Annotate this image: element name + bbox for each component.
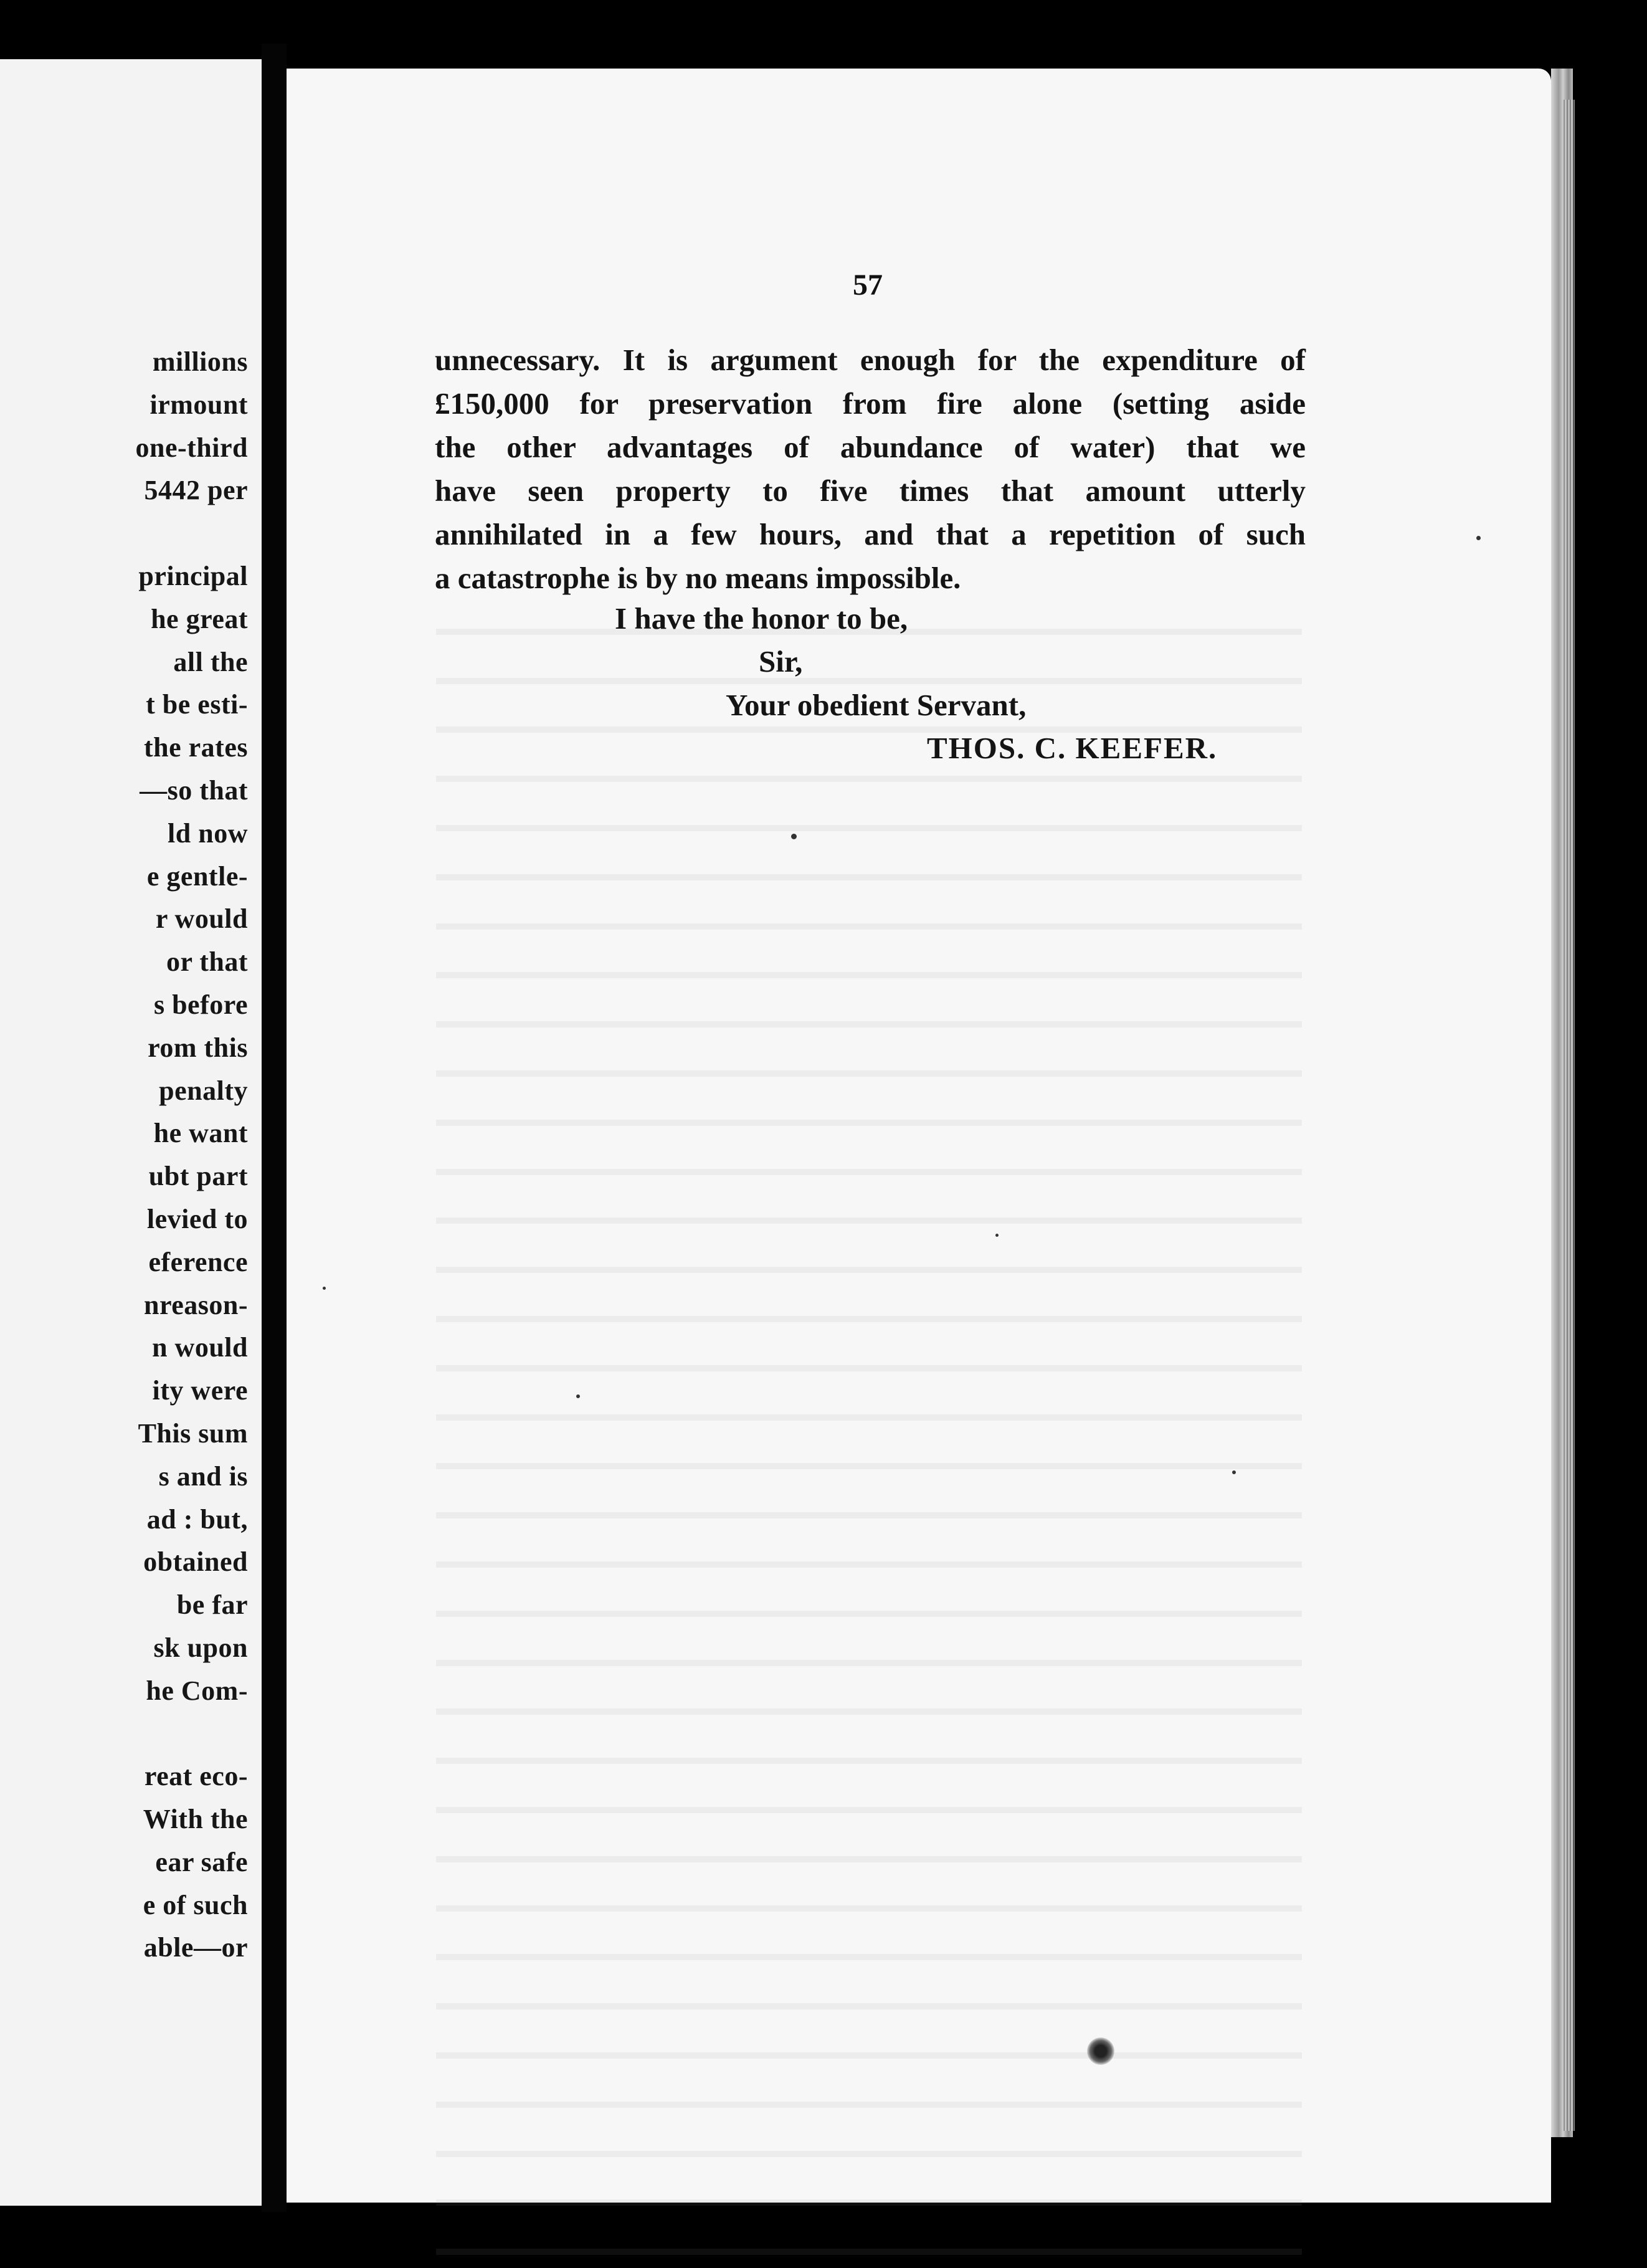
left-text-line: eference [148,1246,248,1277]
left-page-fragment [0,59,262,2206]
show-through-line [436,1371,1302,1421]
show-through-line [436,1126,1302,1175]
valediction: Your obedient Servant, [726,688,1027,722]
left-text-line: irmount [150,389,248,420]
show-through-line [436,635,1302,684]
left-text-line: millions [152,346,248,377]
show-through-line [436,2059,1302,2108]
show-through-text [436,586,1302,2255]
left-text-line: he want [153,1118,248,1149]
left-text-line: e gentle- [146,860,248,892]
dust-speck [323,1287,326,1290]
dust-speck [1232,1470,1236,1474]
show-through-line [436,1862,1302,1912]
left-page-text [0,341,248,1970]
show-through-line [436,880,1302,930]
left-text-line: s and is [158,1460,248,1492]
page-edge-leaves [1564,100,1575,2131]
paragraph-line: £150,000 for preservation from fire alone (setting aside [435,386,1306,421]
show-through-line [436,1666,1302,1715]
left-text-line: n would [152,1332,248,1363]
left-text-line: r would [155,903,248,935]
page-number: 57 [853,269,883,302]
left-text-line: he great [151,603,248,634]
left-text-line: e of such [143,1889,248,1920]
left-text-line: ubt part [148,1161,248,1192]
show-through-line [436,1077,1302,1126]
left-text-line: obtained [143,1546,248,1578]
dust-speck [995,1234,999,1237]
paragraph-line: unnecessary. It is argument enough for the expenditure of [435,343,1306,377]
left-text-line: —so that [140,774,248,806]
show-through-line [436,1273,1302,1322]
show-through-line [436,978,1302,1027]
left-text-line: be far [176,1589,248,1621]
show-through-line [436,1715,1302,1764]
show-through-line [436,1912,1302,1961]
left-text-line: penalty [159,1075,248,1106]
left-text-line: ad : but, [146,1503,248,1535]
show-through-line [436,1027,1302,1077]
show-through-line [436,1764,1302,1813]
left-text-line: 5442 per [144,475,248,506]
show-through-line [436,1568,1302,1617]
letter-body-paragraph [435,338,1306,600]
left-text-line: ear safe [155,1846,248,1877]
show-through-line [436,1322,1302,1371]
ink-blot [1087,2037,1114,2065]
left-text-line: ld now [168,817,248,849]
paragraph-line: annihilated in a few hours, and that a repetition of such [435,517,1306,551]
left-text-line: nreason- [144,1289,248,1320]
show-through-line [436,1175,1302,1224]
paragraph-line: the other advantages of abundance of water) that we [435,430,1306,464]
left-text-line [0,1713,248,1756]
show-through-line [436,782,1302,831]
left-text-line: This sum [138,1418,248,1449]
left-text-line: he Com- [146,1675,248,1706]
show-through-line [436,2108,1302,2157]
show-through-line [436,930,1302,979]
show-through-line [436,1224,1302,1273]
left-text-line: or that [166,946,248,978]
left-text-line: one-third [135,432,248,463]
show-through-line [436,1813,1302,1862]
show-through-line [436,1421,1302,1470]
left-text-line: sk upon [153,1632,248,1663]
salutation: Sir, [759,644,803,679]
dust-speck [791,834,797,839]
left-text-line: s before [153,989,248,1020]
show-through-line [436,1518,1302,1568]
paragraph-line: a catastrophe is by no means impossible. [435,561,961,595]
left-text-line [0,512,248,555]
show-through-line [436,2157,1302,2206]
left-text-line: rom this [148,1032,248,1063]
show-through-line [436,1469,1302,1518]
dust-speck [1476,536,1481,540]
left-text-line: With the [143,1804,248,1835]
show-through-line [436,2206,1302,2255]
paragraph-line: have seen property to five times that amount utterly [435,474,1306,508]
show-through-line [436,1617,1302,1666]
left-text-line: reat eco- [144,1761,248,1792]
signature: THOS. C. KEEFER. [927,731,1218,765]
left-text-line: levied to [146,1203,248,1234]
dust-speck [576,1394,580,1398]
show-through-line [436,2009,1302,2059]
book-gutter [262,44,287,2212]
closing-line: I have the honor to be, [615,601,908,636]
left-text-line: t be esti- [146,689,248,720]
show-through-line [436,1960,1302,2009]
left-text-line: the rates [144,732,248,763]
left-text-line: ity were [152,1375,248,1406]
left-text-line: all the [173,646,248,677]
show-through-line [436,831,1302,880]
left-text-line: principal [138,560,248,591]
left-text-line: able—or [143,1932,248,1963]
